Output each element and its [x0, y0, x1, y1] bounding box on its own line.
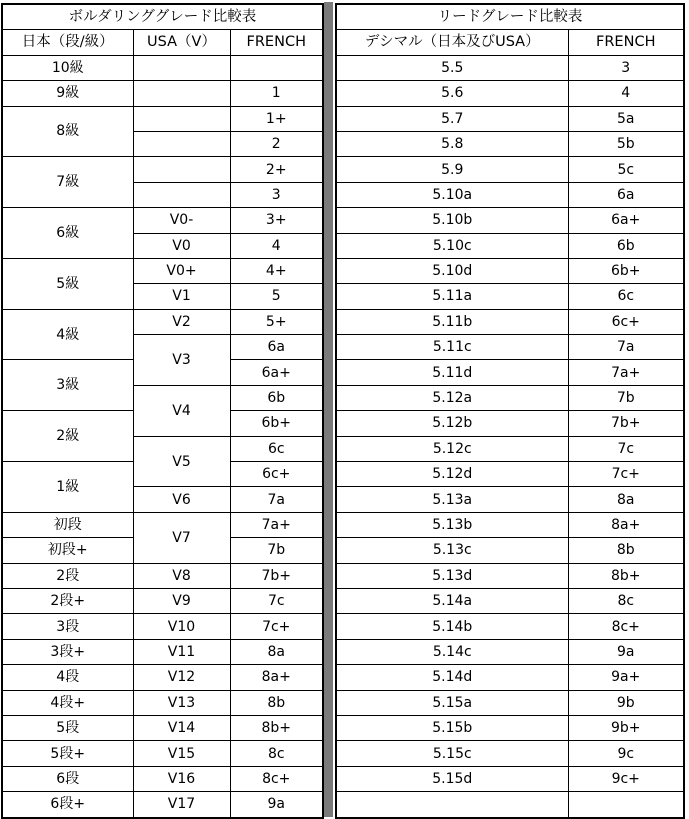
- table-row: [2, 309, 323, 334]
- japan-grade-cell: 1級: [2, 462, 133, 513]
- japan-grade-cell: 3段: [2, 614, 133, 639]
- lead-grade-table: [335, 3, 685, 819]
- decimal-grade-cell: 5.13c: [336, 538, 568, 563]
- lead-french-grade-cell: 7a+: [568, 360, 684, 385]
- table-row: [336, 665, 684, 690]
- french-grade-cell: 7b: [230, 538, 323, 563]
- table-row: [336, 792, 684, 818]
- japan-grade-cell: 3級: [2, 360, 133, 411]
- table-row: [336, 741, 684, 766]
- table-row: [336, 309, 684, 334]
- usa-grade-cell: V2: [133, 309, 230, 334]
- japan-grade-cell: 6段+: [2, 792, 133, 818]
- french-grade-cell: 5+: [230, 309, 323, 334]
- japan-grade-cell: 10級: [2, 55, 133, 80]
- table-row: [336, 131, 684, 156]
- usa-grade-cell: [133, 106, 230, 131]
- table-row: [336, 157, 684, 182]
- usa-grade-cell: V15: [133, 741, 230, 766]
- column-header-usa: USA（V）: [133, 30, 230, 55]
- lead-french-grade-cell: 5a: [568, 106, 684, 131]
- lead-french-grade-cell: 8b+: [568, 563, 684, 588]
- table-row: [336, 462, 684, 487]
- lead-french-grade-cell: 9c: [568, 741, 684, 766]
- japan-grade-cell: 2段+: [2, 588, 133, 613]
- french-grade-cell: 6b: [230, 385, 323, 410]
- usa-grade-cell: V4: [133, 385, 230, 436]
- table-row: [2, 81, 323, 106]
- japan-grade-cell: 4級: [2, 309, 133, 360]
- decimal-grade-cell: 5.15c: [336, 741, 568, 766]
- table-row: [336, 512, 684, 537]
- usa-grade-cell: V12: [133, 665, 230, 690]
- usa-grade-cell: [133, 131, 230, 156]
- lead-french-grade-cell: 8a+: [568, 512, 684, 537]
- lead-french-grade-cell: 6a+: [568, 208, 684, 233]
- usa-grade-cell: V13: [133, 690, 230, 715]
- decimal-grade-cell: 5.9: [336, 157, 568, 182]
- french-grade-cell: 1: [230, 81, 323, 106]
- table-row: [2, 665, 323, 690]
- french-grade-cell: 7c+: [230, 614, 323, 639]
- usa-grade-cell: V0: [133, 233, 230, 258]
- lead-french-grade-cell: 3: [568, 55, 684, 80]
- french-grade-cell: 7b+: [230, 563, 323, 588]
- table-row: [336, 411, 684, 436]
- column-header-lead-french: FRENCH: [568, 30, 684, 55]
- decimal-grade-cell: 5.12d: [336, 462, 568, 487]
- table-row: [336, 639, 684, 664]
- french-grade-cell: 8b+: [230, 715, 323, 740]
- japan-grade-cell: 4段: [2, 665, 133, 690]
- decimal-grade-cell: 5.12a: [336, 385, 568, 410]
- table-row: [2, 766, 323, 791]
- table-divider: [324, 2, 333, 817]
- lead-table-body: [336, 55, 684, 817]
- table-row: [336, 538, 684, 563]
- french-grade-cell: 8a+: [230, 665, 323, 690]
- table-row: [336, 588, 684, 613]
- french-grade-cell: 6b+: [230, 411, 323, 436]
- table-row: [2, 512, 323, 537]
- usa-grade-cell: V6: [133, 487, 230, 512]
- lead-french-grade-cell: 5b: [568, 131, 684, 156]
- decimal-grade-cell: 5.13b: [336, 512, 568, 537]
- decimal-grade-cell: 5.7: [336, 106, 568, 131]
- usa-grade-cell: [133, 81, 230, 106]
- table-row: [336, 436, 684, 461]
- japan-grade-cell: 4段+: [2, 690, 133, 715]
- lead-french-grade-cell: 5c: [568, 157, 684, 182]
- table-row: [336, 284, 684, 309]
- lead-header-row: [336, 30, 684, 55]
- bouldering-table-title: ボルダリンググレード比較表: [2, 4, 323, 30]
- decimal-grade-cell: 5.15b: [336, 715, 568, 740]
- french-grade-cell: 6a: [230, 335, 323, 360]
- table-row: [336, 360, 684, 385]
- lead-french-grade-cell: 6c: [568, 284, 684, 309]
- lead-french-grade-cell: 7a: [568, 335, 684, 360]
- japan-grade-cell: 初段+: [2, 538, 133, 563]
- usa-grade-cell: V0-: [133, 208, 230, 233]
- french-grade-cell: [230, 55, 323, 80]
- table-row: [336, 233, 684, 258]
- table-row: [336, 208, 684, 233]
- table-row: [2, 55, 323, 80]
- table-row: [336, 335, 684, 360]
- usa-grade-cell: V8: [133, 563, 230, 588]
- lead-french-grade-cell: 7c: [568, 436, 684, 461]
- decimal-grade-cell: 5.10a: [336, 182, 568, 207]
- decimal-grade-cell: 5.15a: [336, 690, 568, 715]
- decimal-grade-cell: 5.11b: [336, 309, 568, 334]
- lead-french-grade-cell: 7c+: [568, 462, 684, 487]
- usa-grade-cell: V5: [133, 436, 230, 487]
- bouldering-table-body: [2, 55, 323, 817]
- bouldering-grade-table: [1, 3, 324, 819]
- french-grade-cell: 2: [230, 131, 323, 156]
- french-grade-cell: 9a: [230, 792, 323, 818]
- usa-grade-cell: V1: [133, 284, 230, 309]
- usa-grade-cell: [133, 157, 230, 182]
- lead-french-grade-cell: [568, 792, 684, 818]
- table-row: [2, 792, 323, 818]
- decimal-grade-cell: 5.8: [336, 131, 568, 156]
- japan-grade-cell: 5段: [2, 715, 133, 740]
- lead-french-grade-cell: 9b+: [568, 715, 684, 740]
- table-row: [2, 588, 323, 613]
- lead-french-grade-cell: 7b: [568, 385, 684, 410]
- decimal-grade-cell: 5.14d: [336, 665, 568, 690]
- table-row: [336, 182, 684, 207]
- decimal-grade-cell: 5.14b: [336, 614, 568, 639]
- lead-french-grade-cell: 9b: [568, 690, 684, 715]
- decimal-grade-cell: 5.14c: [336, 639, 568, 664]
- french-grade-cell: 3+: [230, 208, 323, 233]
- lead-french-grade-cell: 9c+: [568, 766, 684, 791]
- usa-grade-cell: V9: [133, 588, 230, 613]
- usa-grade-cell: V14: [133, 715, 230, 740]
- french-grade-cell: 5: [230, 284, 323, 309]
- decimal-grade-cell: 5.12c: [336, 436, 568, 461]
- french-grade-cell: 8c: [230, 741, 323, 766]
- table-row: [336, 690, 684, 715]
- french-grade-cell: 3: [230, 182, 323, 207]
- lead-table-title: リードグレード比較表: [336, 4, 684, 30]
- bouldering-header-row: [2, 30, 323, 55]
- table-row: [336, 563, 684, 588]
- usa-grade-cell: [133, 55, 230, 80]
- japan-grade-cell: 6級: [2, 208, 133, 259]
- lead-french-grade-cell: 8c+: [568, 614, 684, 639]
- table-row: [336, 81, 684, 106]
- table-row: [2, 208, 323, 233]
- table-row: [2, 106, 323, 131]
- usa-grade-cell: V7: [133, 512, 230, 563]
- lead-french-grade-cell: 6c+: [568, 309, 684, 334]
- lead-title-row: [336, 4, 684, 30]
- table-row: [2, 563, 323, 588]
- lead-french-grade-cell: 8b: [568, 538, 684, 563]
- french-grade-cell: 6c: [230, 436, 323, 461]
- decimal-grade-cell: 5.14a: [336, 588, 568, 613]
- lead-french-grade-cell: 7b+: [568, 411, 684, 436]
- french-grade-cell: 1+: [230, 106, 323, 131]
- lead-french-grade-cell: 4: [568, 81, 684, 106]
- decimal-grade-cell: 5.6: [336, 81, 568, 106]
- french-grade-cell: 4+: [230, 258, 323, 283]
- lead-french-grade-cell: 6b: [568, 233, 684, 258]
- table-row: [2, 741, 323, 766]
- usa-grade-cell: V17: [133, 792, 230, 818]
- column-header-japan: 日本（段/級）: [2, 30, 133, 55]
- decimal-grade-cell: 5.5: [336, 55, 568, 80]
- table-row: [336, 614, 684, 639]
- japan-grade-cell: 8級: [2, 106, 133, 157]
- usa-grade-cell: [133, 182, 230, 207]
- french-grade-cell: 8a: [230, 639, 323, 664]
- table-row: [336, 766, 684, 791]
- japan-grade-cell: 2段: [2, 563, 133, 588]
- decimal-grade-cell: 5.15d: [336, 766, 568, 791]
- decimal-grade-cell: [336, 792, 568, 818]
- decimal-grade-cell: 5.10b: [336, 208, 568, 233]
- usa-grade-cell: V16: [133, 766, 230, 791]
- table-row: [2, 715, 323, 740]
- japan-grade-cell: 9級: [2, 81, 133, 106]
- french-grade-cell: 7a: [230, 487, 323, 512]
- japan-grade-cell: 6段: [2, 766, 133, 791]
- table-row: [2, 157, 323, 182]
- decimal-grade-cell: 5.10c: [336, 233, 568, 258]
- table-row: [336, 55, 684, 80]
- usa-grade-cell: V0+: [133, 258, 230, 283]
- japan-grade-cell: 2級: [2, 411, 133, 462]
- french-grade-cell: 2+: [230, 157, 323, 182]
- french-grade-cell: 6a+: [230, 360, 323, 385]
- bouldering-title-row: [2, 4, 323, 30]
- french-grade-cell: 7c: [230, 588, 323, 613]
- decimal-grade-cell: 5.13d: [336, 563, 568, 588]
- french-grade-cell: 4: [230, 233, 323, 258]
- japan-grade-cell: 5級: [2, 258, 133, 309]
- lead-french-grade-cell: 6b+: [568, 258, 684, 283]
- usa-grade-cell: V3: [133, 335, 230, 386]
- japan-grade-cell: 3段+: [2, 639, 133, 664]
- lead-french-grade-cell: 8c: [568, 588, 684, 613]
- french-grade-cell: 7a+: [230, 512, 323, 537]
- table-row: [2, 690, 323, 715]
- table-row: [2, 258, 323, 283]
- french-grade-cell: 6c+: [230, 462, 323, 487]
- lead-french-grade-cell: 9a: [568, 639, 684, 664]
- table-row: [2, 614, 323, 639]
- column-header-french: FRENCH: [230, 30, 323, 55]
- decimal-grade-cell: 5.12b: [336, 411, 568, 436]
- column-header-decimal: デシマル（日本及びUSA）: [336, 30, 568, 55]
- table-row: [2, 639, 323, 664]
- decimal-grade-cell: 5.11c: [336, 335, 568, 360]
- french-grade-cell: 8b: [230, 690, 323, 715]
- japan-grade-cell: 初段: [2, 512, 133, 537]
- decimal-grade-cell: 5.13a: [336, 487, 568, 512]
- lead-french-grade-cell: 8a: [568, 487, 684, 512]
- lead-french-grade-cell: 6a: [568, 182, 684, 207]
- lead-french-grade-cell: 9a+: [568, 665, 684, 690]
- table-row: [336, 385, 684, 410]
- table-row: [336, 487, 684, 512]
- japan-grade-cell: 5段+: [2, 741, 133, 766]
- table-row: [336, 715, 684, 740]
- table-row: [336, 106, 684, 131]
- usa-grade-cell: V10: [133, 614, 230, 639]
- decimal-grade-cell: 5.11d: [336, 360, 568, 385]
- table-row: [336, 258, 684, 283]
- japan-grade-cell: 7級: [2, 157, 133, 208]
- french-grade-cell: 8c+: [230, 766, 323, 791]
- decimal-grade-cell: 5.11a: [336, 284, 568, 309]
- decimal-grade-cell: 5.10d: [336, 258, 568, 283]
- usa-grade-cell: V11: [133, 639, 230, 664]
